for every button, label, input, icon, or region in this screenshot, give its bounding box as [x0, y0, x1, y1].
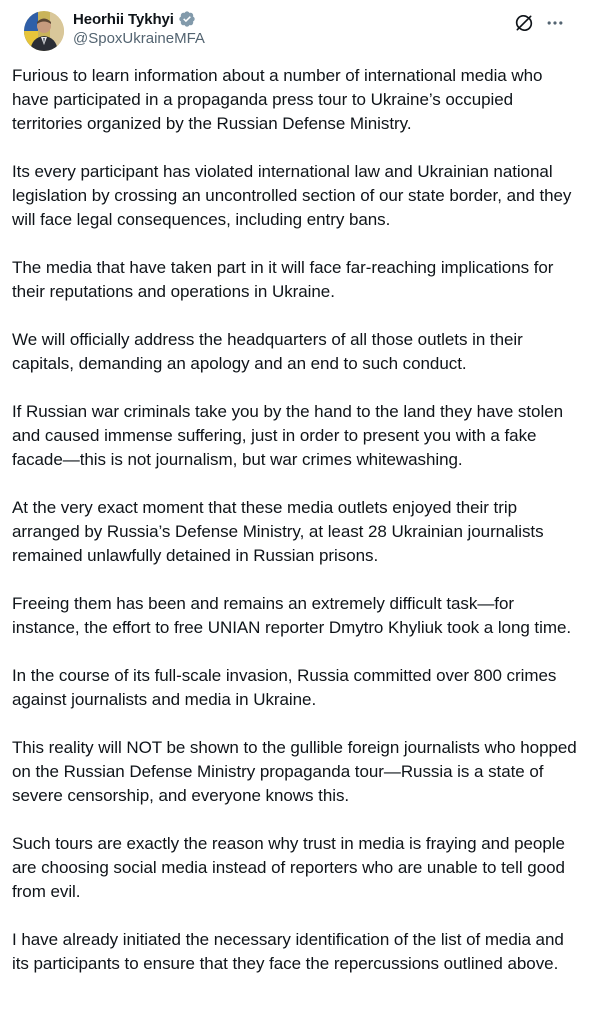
tweet-header	[12, 0, 580, 60]
grok-icon[interactable]	[513, 12, 535, 34]
author-name-row	[73, 9, 205, 29]
avatar-photo-icon	[24, 11, 64, 51]
tweet-paragraph: I have already initiated the necessary identification of the list of media and its participants to ensure that they face the repercussions outlined above.	[12, 930, 564, 973]
verified-badge-icon[interactable]	[178, 10, 196, 28]
tweet-paragraph: We will officially address the headquarters of all those outlets in their capitals, demanding an apology and an end to such conduct.	[12, 330, 523, 373]
tweet-paragraph: Furious to learn information about a number of international media who have participated in a propaganda press tour to Ukraine’s occupied territories organized by the Russian Defense Ministry.	[12, 66, 543, 133]
author-avatar[interactable]	[24, 11, 64, 51]
tweet-text	[12, 64, 582, 976]
tweet-paragraph: If Russian war criminals take you by the hand to the land they have stolen and caused immense suffering, just in order to present you with a fake facade—this is not journalism, but war crimes whitewashing.	[12, 402, 564, 469]
tweet-paragraph: In the course of its full-scale invasion, Russia committed over 800 crimes against journalists and media in Ukraine.	[12, 666, 557, 709]
tweet-paragraph: This reality will NOT be shown to the gullible foreign journalists who hopped on the Russian Defense Ministry propaganda tour—Russia is a state of severe censorship, and everyone knows this.	[12, 738, 577, 805]
more-options-icon[interactable]	[544, 12, 566, 34]
author-identity	[73, 9, 205, 47]
author-handle[interactable]: @SpoxUkraineMFA	[73, 30, 205, 47]
header-actions	[504, 12, 566, 34]
author-display-name[interactable]: Heorhii Tykhyi	[73, 10, 174, 28]
tweet-paragraph: The media that have taken part in it will face far-reaching implications for their reputations and operations in Ukraine.	[12, 258, 554, 301]
tweet-paragraph: Such tours are exactly the reason why trust in media is fraying and people are choosing social media instead of reporters who are unable to tell good from evil.	[12, 834, 565, 901]
tweet-paragraph: Its every participant has violated international law and Ukrainian national legislation by crossing an uncontrolled section of our state border, and they will face legal consequences, including entry bans.	[12, 162, 572, 229]
tweet-paragraph: At the very exact moment that these media outlets enjoyed their trip arranged by Russia’s Defense Ministry, at least 28 Ukrainian journalists remained unlawfully detained in Russian prisons.	[12, 498, 544, 565]
tweet-paragraph: Freeing them has been and remains an extremely difficult task—for instance, the effort to free UNIAN reporter Dmytro Khyliuk took a long time.	[12, 594, 572, 637]
